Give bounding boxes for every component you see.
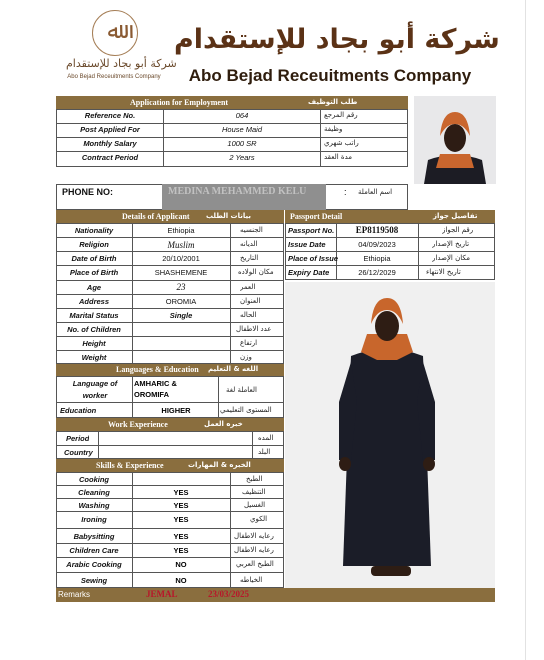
height-label-ar: ارتفاع bbox=[240, 339, 258, 347]
issue-date-label: Issue Date bbox=[288, 240, 326, 249]
cooking-label: Cooking bbox=[79, 475, 109, 484]
dob-value: 20/10/2001 bbox=[162, 254, 200, 263]
country-label: Country bbox=[64, 448, 93, 457]
language-label-ar: العاملة لغة bbox=[226, 386, 257, 394]
application-title: Application for Employment bbox=[130, 98, 229, 107]
photo-hand-right bbox=[423, 457, 435, 471]
contract-label-ar: مدة العقد bbox=[324, 153, 352, 161]
language-value: AMHARIC & OROMIFA bbox=[134, 379, 177, 399]
place-of-issue-value: Ethiopia bbox=[363, 254, 391, 263]
babysitting-label: Babysitting bbox=[73, 532, 115, 541]
country-label-ar: البلد bbox=[258, 448, 271, 456]
pob-value: SHASHEMENE bbox=[154, 268, 208, 277]
salary-label: Monthly Salary bbox=[83, 139, 137, 148]
reference-label-ar: رقم المرجع bbox=[324, 111, 358, 119]
nationality-label-ar: الجنسيه bbox=[240, 226, 263, 234]
address-value: OROMIA bbox=[165, 297, 197, 306]
photo-hand-left bbox=[339, 457, 351, 471]
photo-dress bbox=[343, 349, 431, 566]
babysitting-label-ar: رعايه الاطفال bbox=[234, 532, 274, 540]
company-name-english: Abo Bejad Receuitments Company bbox=[188, 66, 472, 85]
work-title-ar: خبره العمل bbox=[204, 420, 243, 428]
religion-label-ar: الديانه bbox=[240, 240, 258, 248]
passport-no-value: EP8119508 bbox=[355, 225, 399, 235]
children-care-label-ar: رعايه الاطفال bbox=[234, 546, 274, 554]
post-label: Post Applied For bbox=[80, 125, 140, 134]
worker-name-label-ar: اسم العاملة bbox=[358, 188, 393, 196]
page-edge bbox=[525, 0, 526, 660]
ironing-label-ar: الكوي bbox=[250, 515, 268, 523]
place-of-issue-label-ar: مكان الإصدار bbox=[432, 254, 470, 262]
ironing-value: YES bbox=[173, 515, 189, 524]
weight-label: Weight bbox=[81, 353, 107, 362]
marital-value: Single bbox=[169, 311, 193, 320]
passport-title-ar: تفاصيل جواز bbox=[433, 212, 478, 220]
cleaning-label-ar: التنظيف bbox=[242, 488, 266, 496]
children-care-label: Children Care bbox=[69, 546, 119, 555]
applicant-title: Details of Applicant bbox=[122, 212, 190, 221]
remarks-label: Remarks bbox=[58, 590, 91, 599]
washing-value: YES bbox=[173, 501, 189, 510]
age-value: 23 bbox=[176, 282, 186, 292]
portrait-photo bbox=[414, 96, 496, 184]
worker-name: MEDINA MEHAMMED KELU bbox=[168, 186, 307, 197]
expiry-date-value: 26/12/2029 bbox=[358, 268, 396, 277]
education-label: Education bbox=[60, 406, 97, 415]
age-label-ar: العمر bbox=[240, 283, 256, 291]
work-title: Work Experience bbox=[108, 420, 168, 429]
ironing-label: Ironing bbox=[81, 515, 107, 524]
work-header bbox=[56, 418, 284, 431]
arabic-cooking-value: NO bbox=[175, 560, 187, 569]
company-name-arabic: شركة أبو بجاد للإستقدام bbox=[174, 24, 500, 55]
expiry-date-label-ar: تاريخ الانتهاء bbox=[426, 268, 461, 276]
languages-title: Languages & Education bbox=[116, 365, 199, 374]
salary-label-ar: راتب شهري bbox=[324, 139, 359, 147]
dob-label: Date of Birth bbox=[71, 254, 117, 263]
sewing-label-ar: الخياطه bbox=[240, 576, 263, 584]
reference-value: 064 bbox=[235, 111, 249, 120]
skills-title: Skills & Experience bbox=[96, 461, 164, 470]
washing-label: Washing bbox=[78, 501, 110, 510]
contract-value: 2 Years bbox=[229, 153, 255, 162]
passport-no-label: Passport No. bbox=[288, 226, 335, 235]
applicant-header bbox=[56, 210, 284, 223]
name-separator: : bbox=[344, 187, 347, 197]
reference-label: Reference No. bbox=[84, 111, 136, 120]
sewing-label: Sewing bbox=[80, 576, 108, 585]
washing-label-ar: الغسيل bbox=[244, 501, 266, 509]
issue-date-value: 04/09/2023 bbox=[358, 240, 396, 249]
marital-label-ar: الحاله bbox=[240, 311, 257, 319]
weight-label-ar: وزن bbox=[240, 353, 252, 361]
period-label-ar: المده bbox=[258, 434, 274, 442]
remarks-bar bbox=[56, 588, 495, 602]
sewing-value: NO bbox=[175, 576, 187, 585]
education-value: HIGHER bbox=[161, 406, 191, 415]
period-label: Period bbox=[66, 434, 90, 443]
company-logo bbox=[66, 10, 177, 86]
passport-no-label-ar: رقم الجواز bbox=[442, 226, 474, 234]
height-label: Height bbox=[82, 339, 106, 348]
portrait-scarf bbox=[436, 154, 474, 168]
religion-value: Muslim bbox=[167, 240, 195, 250]
issue-date-label-ar: تاريخ الإصدار bbox=[432, 240, 470, 248]
dob-label-ar: التاريخ bbox=[240, 254, 259, 262]
applicant-title-ar: بيانات الطلب bbox=[206, 212, 251, 220]
application-header bbox=[56, 96, 408, 109]
address-label: Address bbox=[78, 297, 109, 306]
language-label: Language of worker bbox=[72, 379, 118, 400]
remarks-date: 23/03/2025 bbox=[208, 589, 250, 599]
contract-label: Contract Period bbox=[81, 153, 139, 162]
skills-header bbox=[56, 459, 284, 472]
nationality-label: Nationality bbox=[74, 226, 114, 235]
arabic-cooking-label: Arabic Cooking bbox=[66, 560, 122, 569]
nationality-value: Ethiopia bbox=[167, 226, 195, 235]
children-label: No. of Children bbox=[67, 325, 121, 334]
logo-calligraphy-icon: ﷲ bbox=[107, 19, 121, 44]
photo-face bbox=[375, 311, 399, 341]
religion-label: Religion bbox=[79, 240, 109, 249]
phone-label: PHONE NO: bbox=[62, 187, 114, 197]
children-care-value: YES bbox=[173, 546, 189, 555]
expiry-date-label: Expiry Date bbox=[288, 268, 330, 277]
portrait-face bbox=[444, 124, 466, 152]
cleaning-value: YES bbox=[173, 488, 189, 497]
pob-label-ar: مكان الولاده bbox=[238, 268, 274, 276]
address-label-ar: العنوان bbox=[240, 297, 261, 305]
languages-header bbox=[56, 364, 284, 376]
passport-header bbox=[285, 210, 495, 223]
logo-english-text: Abo Bejad Receuitments Company bbox=[67, 74, 161, 80]
education-label-ar: المستوى التعليمي bbox=[220, 406, 272, 414]
post-value: House Maid bbox=[221, 125, 263, 134]
arabic-cooking-label-ar: الطبخ العربي bbox=[236, 560, 274, 568]
application-title-ar: طلب التوظيف bbox=[308, 98, 358, 106]
passport-title: Passport Detail bbox=[290, 212, 343, 221]
remarks-agent: JEMAL bbox=[146, 589, 178, 599]
babysitting-value: YES bbox=[173, 532, 189, 541]
place-of-issue-label: Place of Issue bbox=[288, 254, 339, 263]
cooking-label-ar: الطبخ bbox=[246, 475, 263, 483]
skills-title-ar: الخبره & المهارات bbox=[188, 461, 251, 469]
post-label-ar: وظيفة bbox=[324, 125, 343, 133]
age-label: Age bbox=[86, 283, 102, 292]
languages-title-ar: اللغه & التعليم bbox=[208, 365, 259, 373]
marital-label: Marital Status bbox=[69, 311, 119, 320]
cleaning-label: Cleaning bbox=[78, 488, 110, 497]
photo-feet bbox=[371, 566, 411, 576]
logo-arabic-text: شركة أبو بجاد للإستقدام bbox=[66, 57, 177, 70]
children-label-ar: عدد الاطفال bbox=[236, 325, 272, 333]
pob-label: Place of Birth bbox=[69, 268, 119, 277]
full-body-photo bbox=[285, 282, 495, 588]
salary-value: 1000 SR bbox=[227, 139, 257, 148]
